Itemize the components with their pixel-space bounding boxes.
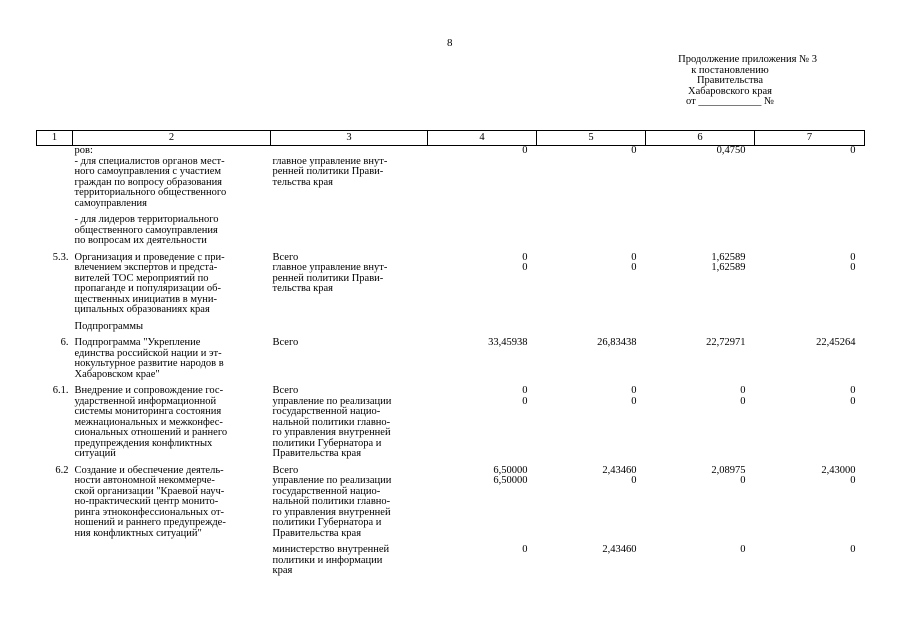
row-value-col4 bbox=[428, 215, 537, 247]
page-number: 8 bbox=[447, 37, 453, 49]
table-row bbox=[37, 545, 865, 577]
row-value-col5 bbox=[537, 322, 646, 333]
row-value-col7: 2,43000 0 bbox=[821, 464, 856, 486]
header-cell: 5 bbox=[537, 131, 646, 146]
appendix-line-1: Продолжение приложения № 3 bbox=[678, 54, 817, 65]
table-row bbox=[37, 215, 865, 247]
row-value-col5: 26,83438 bbox=[597, 337, 637, 348]
row-value-col6: 0,4750 bbox=[716, 145, 746, 156]
header-cell: 3 bbox=[271, 131, 428, 146]
row-executor: главное управление внут- ренней политики Прави- тельства края bbox=[272, 155, 388, 188]
appendix-caption bbox=[600, 55, 860, 108]
row-value-col5: 0 0 bbox=[631, 251, 637, 273]
row-description bbox=[73, 545, 271, 577]
table-row bbox=[37, 338, 865, 380]
table-row bbox=[37, 322, 865, 333]
row-executor: Всего управление по реализации государственной нацио- нальной политики главно- го управления внутренней политики Губернатора и Правительства края bbox=[272, 385, 392, 459]
row-executor bbox=[271, 215, 428, 247]
table-row bbox=[37, 466, 865, 540]
header-cell: 7 bbox=[755, 131, 865, 146]
row-number: 6.2 bbox=[55, 464, 69, 476]
row-spacer bbox=[37, 577, 865, 583]
appendix-line-2: к постановлению bbox=[691, 64, 769, 76]
row-description: - для лидеров территориального общественного самоуправления по вопросам их деятельности bbox=[74, 214, 219, 246]
row-value-col4: 6,50000 6,50000 bbox=[493, 464, 528, 486]
row-executor: министерство внутренней политики и информации края bbox=[272, 544, 390, 576]
row-value-col5 bbox=[537, 215, 646, 247]
header-row bbox=[37, 131, 865, 146]
row-number: 5.3. bbox=[52, 251, 69, 263]
row-description: Подпрограммы bbox=[74, 320, 144, 332]
row-number: 6.1. bbox=[52, 385, 69, 396]
row-number: 6. bbox=[60, 337, 69, 348]
row-value-col6: 0 0 bbox=[740, 385, 746, 407]
row-value-col7 bbox=[755, 322, 865, 333]
row-value-col4: 0 0 bbox=[522, 251, 528, 273]
row-value-col7: 0 0 bbox=[850, 251, 856, 273]
row-value-col6: 22,72971 bbox=[706, 337, 746, 348]
row-executor bbox=[271, 322, 428, 333]
row-description: ров: - для специалистов органов мест- ного самоуправления с участием граждан по вопросу образования территориального общественного самоуправления bbox=[74, 145, 227, 209]
row-description: Создание и обеспечение деятель- ности автономной некоммерче- ской организации "Краевой науч- но-практический центр монито- ринга этноконфессиональных от- ношений и раннего предупрежде- ния конфликтных ситуаций" bbox=[74, 464, 226, 539]
row-value-col5: 0 bbox=[631, 145, 637, 156]
row-number bbox=[37, 545, 73, 577]
row-value-col4: 0 bbox=[522, 544, 528, 555]
row-value-col4: 0 0 bbox=[522, 385, 528, 407]
row-value-col6 bbox=[646, 215, 755, 247]
row-description: Организация и проведение с при- влечением экспертов и предста- вителей ТОС мероприятий по пропаганде и популяризации об- щественных инициатив в муни- ципальных образованиях края bbox=[74, 251, 225, 315]
program-table bbox=[36, 130, 865, 583]
row-value-col4 bbox=[428, 322, 537, 333]
row-value-col6: 0 bbox=[740, 544, 746, 555]
row-number bbox=[37, 322, 73, 333]
row-value-col5: 2,43460 0 bbox=[602, 464, 637, 486]
row-executor: Всего bbox=[272, 337, 299, 348]
row-value-col5: 2,43460 bbox=[602, 544, 637, 555]
row-value-col4: 0 bbox=[522, 145, 528, 156]
row-value-col6 bbox=[646, 322, 755, 333]
row-description: Подпрограмма "Укрепление единства российской нации и эт- нокультурное развитие народов в Хабаровском крае" bbox=[74, 337, 224, 380]
appendix-line-3: Правительства bbox=[696, 75, 764, 86]
appendix-line-4: Хабаровского края bbox=[688, 85, 772, 97]
row-value-col7: 0 bbox=[850, 145, 856, 156]
header-cell: 4 bbox=[428, 131, 537, 146]
row-value-col7 bbox=[755, 215, 865, 247]
header-cell: 2 bbox=[73, 131, 271, 146]
row-value-col7: 0 bbox=[850, 544, 856, 555]
row-number bbox=[37, 215, 73, 247]
header-cell: 1 bbox=[37, 131, 73, 146]
row-executor: Всего главное управление внут- ренней политики Прави- тельства края bbox=[272, 251, 388, 294]
header-cell: 6 bbox=[646, 131, 755, 146]
row-value-col4: 33,45938 bbox=[488, 337, 528, 348]
table-row bbox=[37, 386, 865, 460]
row-value-col5: 0 0 bbox=[631, 385, 637, 407]
row-value-col6: 1,62589 1,62589 bbox=[711, 251, 746, 273]
table-row bbox=[37, 146, 865, 210]
row-description: Внедрение и сопровождение гос- ударственной информационной системы мониторинга состояния межнациональных и межконфес- сиональных отношений и раннего предупреждения конфликтных ситуаций bbox=[74, 385, 228, 459]
row-value-col7: 22,45264 bbox=[816, 337, 856, 348]
row-value-col6: 2,08975 0 bbox=[711, 464, 746, 486]
row-number bbox=[37, 146, 73, 210]
row-executor: Всего управление по реализации государственной нацио- нальной политики главно- го управления внутренней политики Губернатора и Правительства края bbox=[272, 464, 392, 539]
appendix-line-5: от ____________ № bbox=[686, 96, 774, 107]
row-value-col7: 0 0 bbox=[850, 385, 856, 407]
table-body bbox=[37, 146, 865, 583]
table-row bbox=[37, 253, 865, 316]
